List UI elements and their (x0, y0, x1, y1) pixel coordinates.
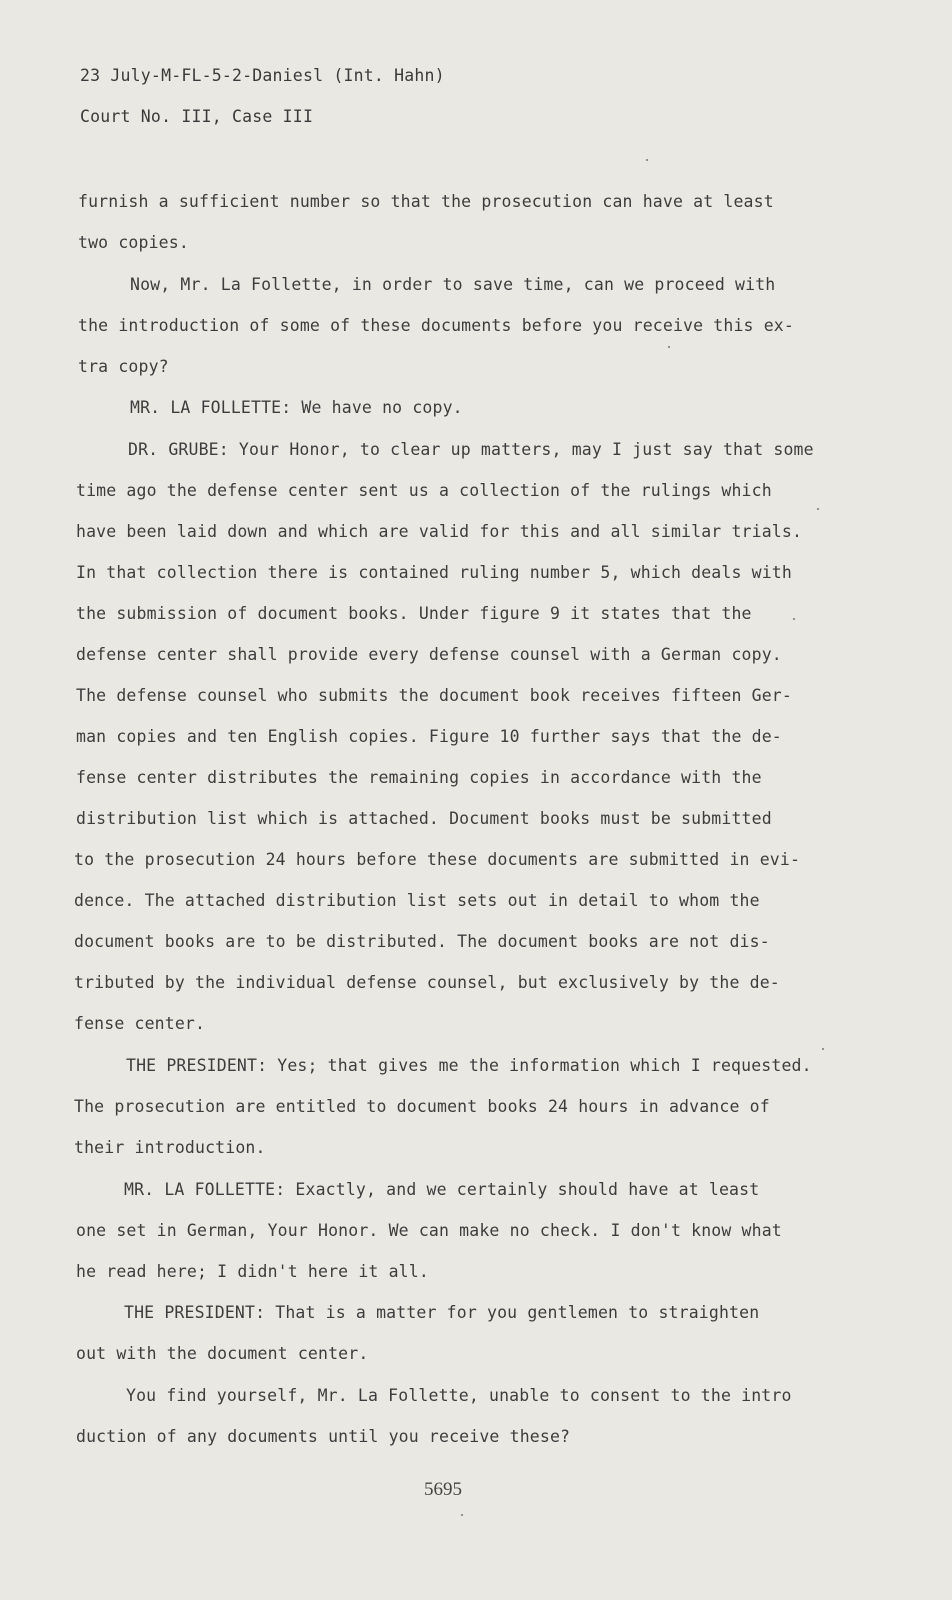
header-court-line: Court No. III, Case III (80, 107, 314, 126)
body-line: duction of any documents until you receive these? (76, 1427, 571, 1446)
body-line: the introduction of some of these documents before you receive this ex- (78, 316, 794, 335)
paper-speck (646, 159, 648, 161)
body-line: one set in German, Your Honor. We can make no check. I don't know what (76, 1221, 782, 1240)
paper-speck (822, 1048, 824, 1050)
body-line: he read here; I didn't here it all. (76, 1262, 429, 1281)
body-line: out with the document center. (76, 1344, 369, 1363)
body-line: man copies and ten English copies. Figure 10 further says that the de- (76, 727, 782, 746)
body-line: THE PRESIDENT: That is a matter for you gentlemen to straighten (124, 1303, 760, 1322)
body-line: have been laid down and which are valid for this and all similar trials. (76, 522, 803, 541)
body-line: tra copy? (78, 357, 169, 376)
body-line: The defense counsel who submits the document book receives fifteen Ger- (76, 686, 792, 705)
body-line: MR. LA FOLLETTE: We have no copy. (130, 398, 463, 417)
body-line: defense center shall provide every defense counsel with a German copy. (76, 645, 782, 664)
paper-speck (668, 346, 670, 348)
body-line: furnish a sufficient number so that the prosecution can have at least (78, 192, 774, 211)
body-line: You find yourself, Mr. La Follette, unable to consent to the intro (126, 1386, 792, 1405)
body-line: The prosecution are entitled to document books 24 hours in advance of (74, 1097, 770, 1116)
paper-speck (817, 508, 819, 510)
body-line: Now, Mr. La Follette, in order to save time, can we proceed with (130, 275, 776, 294)
body-line: two copies. (78, 233, 189, 252)
header-session-line: 23 July-M-FL-5-2-Daniesl (Int. Hahn) (80, 66, 445, 85)
paper-speck (793, 618, 795, 620)
body-line: document books are to be distributed. The document books are not dis- (74, 932, 770, 951)
body-line: fense center distributes the remaining copies in accordance with the (76, 768, 762, 787)
body-line: MR. LA FOLLETTE: Exactly, and we certainly should have at least (124, 1180, 760, 1199)
body-line: tributed by the individual defense counsel, but exclusively by the de- (74, 973, 780, 992)
body-line: fense center. (74, 1014, 206, 1033)
body-line: their introduction. (74, 1138, 266, 1157)
body-line: distribution list which is attached. Document books must be submitted (76, 809, 772, 828)
body-line: In that collection there is contained ruling number 5, which deals with (76, 563, 792, 582)
page-number: 5695 (424, 1479, 462, 1500)
body-line: THE PRESIDENT: Yes; that gives me the information which I requested. (126, 1056, 812, 1075)
body-line: DR. GRUBE: Your Honor, to clear up matters, may I just say that some (128, 440, 814, 459)
body-line: time ago the defense center sent us a collection of the rulings which (76, 481, 772, 500)
body-line: to the prosecution 24 hours before these documents are submitted in evi- (74, 850, 801, 869)
body-line: the submission of document books. Under figure 9 it states that the (76, 604, 752, 623)
paper-speck (461, 1514, 463, 1516)
body-line: dence. The attached distribution list sets out in detail to whom the (74, 891, 760, 910)
